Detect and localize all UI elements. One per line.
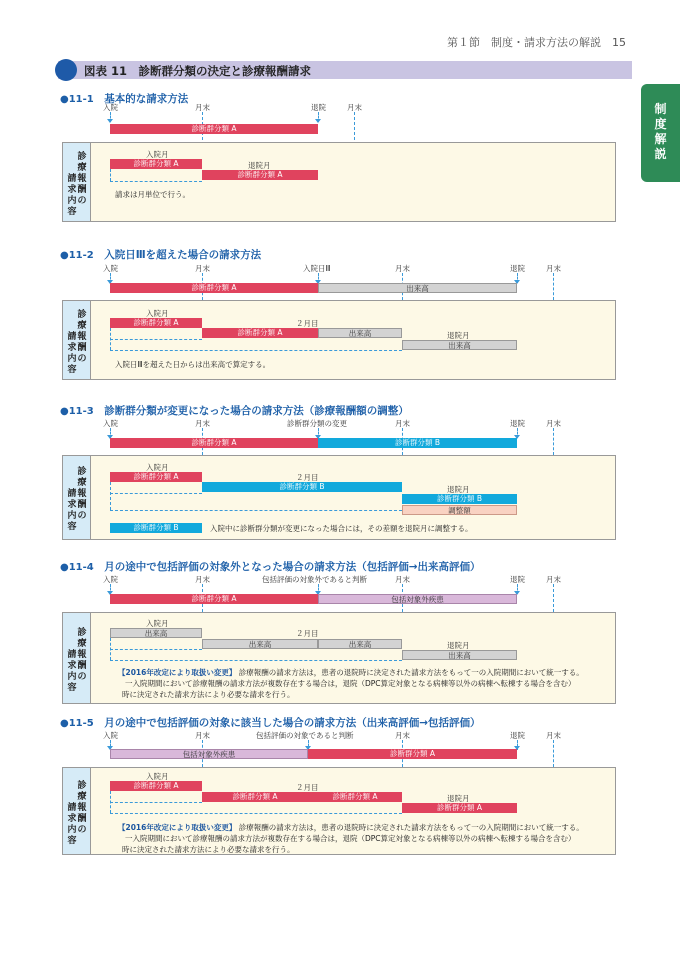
timeline-marker — [553, 740, 554, 767]
panel-side-char: 酬 — [77, 660, 87, 671]
timeline-month-end-label: 月末 — [347, 103, 362, 112]
timeline-month-end-label: 月末 — [395, 575, 410, 584]
adjustment-bar: 調整額 — [402, 505, 517, 515]
timeline-month-end-label: 月末 — [546, 419, 561, 428]
billing-bar: 診断群分類 A — [202, 170, 318, 180]
panel-note — [118, 822, 584, 833]
panel-side-char: 酬 — [77, 342, 87, 353]
billing-bar: 診断群分類 A — [110, 472, 202, 482]
billing-bar: 出来高 — [318, 639, 402, 649]
panel-side-char: 酬 — [77, 500, 87, 510]
panel-side-char: の — [77, 353, 87, 364]
timeline-admit-label: 入院 — [103, 264, 118, 273]
month-label: 入院月 — [146, 463, 169, 472]
panel-side-char: 求 — [67, 813, 77, 824]
month-label: 退院月 — [447, 485, 470, 494]
month-label: 入院月 — [146, 772, 169, 781]
panel-side-char: の — [77, 511, 87, 521]
month-label: ２月目 — [296, 319, 319, 328]
panel-side-char: 報 — [77, 802, 87, 813]
panel-side-char: 診 — [77, 309, 87, 320]
billing-bar: 出来高 — [110, 628, 202, 638]
timeline-month-end-label: 月末 — [546, 731, 561, 740]
period-bar: 出来高 — [318, 283, 517, 293]
panel-side-char: 報 — [77, 331, 87, 342]
month-label: 退院月 — [248, 161, 271, 170]
section-title-text: 月の途中で包括評価の対象に該当した場合の請求方法（出来高評価→包括評価） — [104, 717, 481, 729]
panel-side-column — [77, 310, 87, 365]
panel-side-column — [67, 332, 77, 376]
panel-side-column — [67, 650, 77, 694]
timeline-discharge-label: 退院 — [510, 264, 525, 273]
timeline-month-end-label: 月末 — [395, 264, 410, 273]
timeline-month-end-label: 月末 — [195, 264, 210, 273]
month-label: 退院月 — [447, 331, 470, 340]
panel-side-char: 療 — [77, 791, 87, 802]
panel-note: 入院日Ⅲを超えた日からは出来高で算定する。 — [115, 360, 271, 369]
billing-bar: 出来高 — [318, 328, 402, 338]
timeline-discharge-label: 退院 — [510, 575, 525, 584]
section-title-11-3 — [60, 403, 409, 418]
panel-side-char: 報 — [77, 649, 87, 660]
period-bar: 診断群分類 A — [110, 124, 318, 134]
note-heading: 【2016年改定により取扱い変更】 — [118, 823, 237, 832]
period-bar: 包括対象外疾患 — [318, 594, 517, 604]
panel-side-char: 診 — [77, 627, 87, 638]
month-label: 入院月 — [146, 150, 169, 159]
section-number: ●11-2 — [60, 250, 94, 261]
bracket-line — [110, 350, 402, 351]
billing-bar: 診断群分類 A — [202, 328, 318, 338]
billing-bar: 診断群分類 A — [110, 781, 202, 791]
month-label: ２月目 — [296, 783, 319, 792]
billing-bar: 診断群分類 B — [202, 482, 402, 492]
panel-side-char: 内 — [67, 824, 77, 835]
panel-side-char: 療 — [77, 320, 87, 331]
panel-side-char: 求 — [67, 184, 77, 195]
timeline-month-end-label: 月末 — [195, 575, 210, 584]
timeline-discharge-label: 退院 — [510, 731, 525, 740]
timeline-month-end-label: 月末 — [546, 575, 561, 584]
panel-side-char: 療 — [77, 638, 87, 649]
panel-side-char: 請 — [67, 649, 77, 660]
panel-side-char: 内 — [67, 353, 77, 364]
panel-side-char: 容 — [67, 522, 77, 532]
panel-side-char: の — [77, 195, 87, 206]
figure-title: 図表 11 診断群分類の決定と診療報酬請求 — [84, 64, 312, 78]
panel-note: 入院中に診断群分類が変更になった場合には，その差額を退院月に調整する。 — [210, 524, 473, 533]
panel-side-column — [77, 152, 87, 207]
section-title-text: 入院日Ⅲを超えた場合の請求方法 — [104, 249, 262, 261]
panel-side-char: 内 — [67, 511, 77, 521]
panel-side-char: 診 — [77, 151, 87, 162]
side-index-tab[interactable] — [641, 84, 680, 182]
timeline-month-end-label: 月末 — [195, 419, 210, 428]
section-title-11-2 — [60, 247, 261, 262]
section-title-text: 月の途中で包括評価の対象外となった場合の請求方法（包括評価→出来高評価） — [104, 561, 481, 573]
timeline-discharge-label: 退院 — [311, 103, 326, 112]
note-line: 一入院期間において診療報酬の請求方法が複数存在する場合は，退院（DPC算定対象となる病棟等以外の病棟へ転棟する場合を含む） — [125, 679, 576, 688]
panel-side-char: 容 — [67, 835, 77, 846]
bracket-line — [110, 339, 202, 340]
panel-side-char: 求 — [67, 660, 77, 671]
billing-bar: 診断群分類 B — [402, 494, 517, 504]
running-header: 第１節 制度・請求方法の解説 15 — [447, 36, 626, 49]
timeline-discharge-label: 退院 — [510, 419, 525, 428]
month-label: ２月目 — [296, 629, 319, 638]
side-tab-char: 解 — [654, 132, 667, 146]
panel-side-char: 容 — [67, 364, 77, 375]
panel-side-char: 請 — [67, 489, 77, 499]
note-line: 一入院期間において診療報酬の請求方法が複数存在する場合は，退院（DPC算定対象となる病棟等以外の病棟へ転棟する場合を含む） — [125, 834, 576, 843]
side-tab-char: 度 — [654, 117, 667, 131]
timeline-admit-label: 入院 — [103, 419, 118, 428]
side-tab-char: 制 — [654, 102, 667, 116]
bracket-line — [110, 482, 111, 510]
section-number: ●11-3 — [60, 406, 94, 417]
panel-side-column — [77, 781, 87, 836]
timeline-month-end-label: 月末 — [395, 731, 410, 740]
bracket-line — [110, 181, 202, 182]
billing-bar: 出来高 — [202, 639, 318, 649]
panel-side-char: 容 — [67, 682, 77, 693]
timeline-marker — [553, 584, 554, 612]
panel-side-column — [67, 174, 77, 218]
panel-side-char: 療 — [77, 162, 87, 173]
panel-side-char: 容 — [67, 206, 77, 217]
timeline-admit-label: 入院 — [103, 575, 118, 584]
panel-side-char: 療 — [77, 478, 87, 488]
month-label: 退院月 — [447, 794, 470, 803]
period-bar: 包括対象外疾患 — [110, 749, 308, 759]
panel-side-char: 酬 — [77, 813, 87, 824]
note-line: 時に決定された請求方法により必要な請求を行う。 — [122, 690, 295, 699]
panel-side-column — [77, 467, 87, 522]
billing-bar: 診断群分類 A — [402, 803, 517, 813]
panel-side-label — [63, 456, 91, 539]
panel-side-char: の — [77, 671, 87, 682]
period-bar: 診断群分類 A — [110, 594, 318, 604]
section-title-11-4 — [60, 559, 481, 574]
bracket-line — [110, 493, 202, 494]
section-title-text: 診断群分類が変更になった場合の請求方法（診療報酬額の調整） — [104, 405, 409, 417]
period-bar: 診断群分類 A — [110, 438, 318, 448]
panel-side-char: 報 — [77, 489, 87, 499]
billing-bar: 診断群分類 A — [308, 792, 402, 802]
arrow-down-icon — [107, 119, 113, 123]
section-number: ●11-4 — [60, 562, 94, 573]
timeline-day3-label: 入院日Ⅲ — [303, 264, 331, 273]
panel-side-char: 求 — [67, 500, 77, 510]
panel-side-char: の — [77, 824, 87, 835]
note-heading: 【2016年改定により取扱い変更】 — [118, 668, 237, 677]
panel-side-column — [67, 489, 77, 533]
section-title-11-5 — [60, 715, 481, 730]
timeline-judge-label: 包括評価の対象外であると判断 — [262, 575, 367, 584]
panel-side-label — [63, 768, 91, 854]
section-number: ●11-1 — [60, 94, 94, 105]
panel-side-column — [67, 803, 77, 847]
panel-side-column — [77, 628, 87, 683]
panel-side-label — [63, 301, 91, 379]
timeline-month-end-label: 月末 — [546, 264, 561, 273]
panel-side-char: 内 — [67, 195, 77, 206]
timeline-month-end-label: 月末 — [395, 419, 410, 428]
bracket-line — [110, 802, 202, 803]
section-title-text: 基本的な請求方法 — [104, 93, 189, 105]
side-tab-label — [641, 102, 680, 162]
panel-note — [118, 667, 584, 678]
panel-side-char: 診 — [77, 780, 87, 791]
arrow-down-icon — [315, 119, 321, 123]
figure-bullet-icon — [55, 59, 77, 81]
period-bar: 診断群分類 A — [308, 749, 517, 759]
note-line: 診療報酬の請求方法は，患者の退院時に決定された請求方法をもって一の入院期間において統一する。 — [238, 668, 584, 677]
bracket-line — [110, 510, 402, 511]
timeline-month-end-label: 月末 — [195, 103, 210, 112]
panel-side-char: 請 — [67, 802, 77, 813]
legend-bar: 診断群分類 B — [110, 523, 202, 533]
timeline-admit-label: 入院 — [103, 731, 118, 740]
panel-note: 請求は月単位で行う。 — [115, 190, 190, 199]
timeline-change-label: 診断群分類の変更 — [287, 419, 347, 428]
timeline-marker — [553, 273, 554, 300]
panel-side-char: 求 — [67, 342, 77, 353]
billing-bar: 診断群分類 A — [110, 159, 202, 169]
panel-side-char: 報 — [77, 173, 87, 184]
timeline-judge-label: 包括評価の対象であると判断 — [256, 731, 354, 740]
period-bar: 診断群分類 A — [110, 283, 318, 293]
month-label: ２月目 — [296, 473, 319, 482]
billing-bar: 診断群分類 A — [110, 318, 202, 328]
month-label: 退院月 — [447, 641, 470, 650]
billing-bar: 出来高 — [402, 340, 517, 350]
note-line: 時に決定された請求方法により必要な請求を行う。 — [122, 845, 295, 854]
section-number: ●11-5 — [60, 718, 94, 729]
billing-bar: 診断群分類 A — [202, 792, 308, 802]
panel-side-label — [63, 143, 91, 221]
period-bar: 診断群分類 B — [318, 438, 517, 448]
section-title-11-1 — [60, 91, 188, 106]
panel-side-char: 酬 — [77, 184, 87, 195]
bracket-line — [110, 660, 402, 661]
timeline-marker — [354, 112, 355, 140]
side-tab-char: 説 — [654, 147, 667, 161]
panel-side-char: 診 — [77, 467, 87, 477]
bracket-line — [110, 813, 402, 814]
month-label: 入院月 — [146, 309, 169, 318]
panel-side-char: 請 — [67, 173, 77, 184]
timeline-month-end-label: 月末 — [195, 731, 210, 740]
timeline-marker — [553, 428, 554, 455]
bracket-line — [110, 649, 202, 650]
timeline-admit-label: 入院 — [103, 103, 118, 112]
panel-side-char: 内 — [67, 671, 77, 682]
month-label: 入院月 — [146, 619, 169, 628]
panel-side-label — [63, 613, 91, 703]
note-line: 診療報酬の請求方法は，患者の退院時に決定された請求方法をもって一の入院期間において統一する。 — [238, 823, 584, 832]
billing-bar: 出来高 — [402, 650, 517, 660]
bracket-line — [110, 169, 111, 181]
panel-side-char: 請 — [67, 331, 77, 342]
